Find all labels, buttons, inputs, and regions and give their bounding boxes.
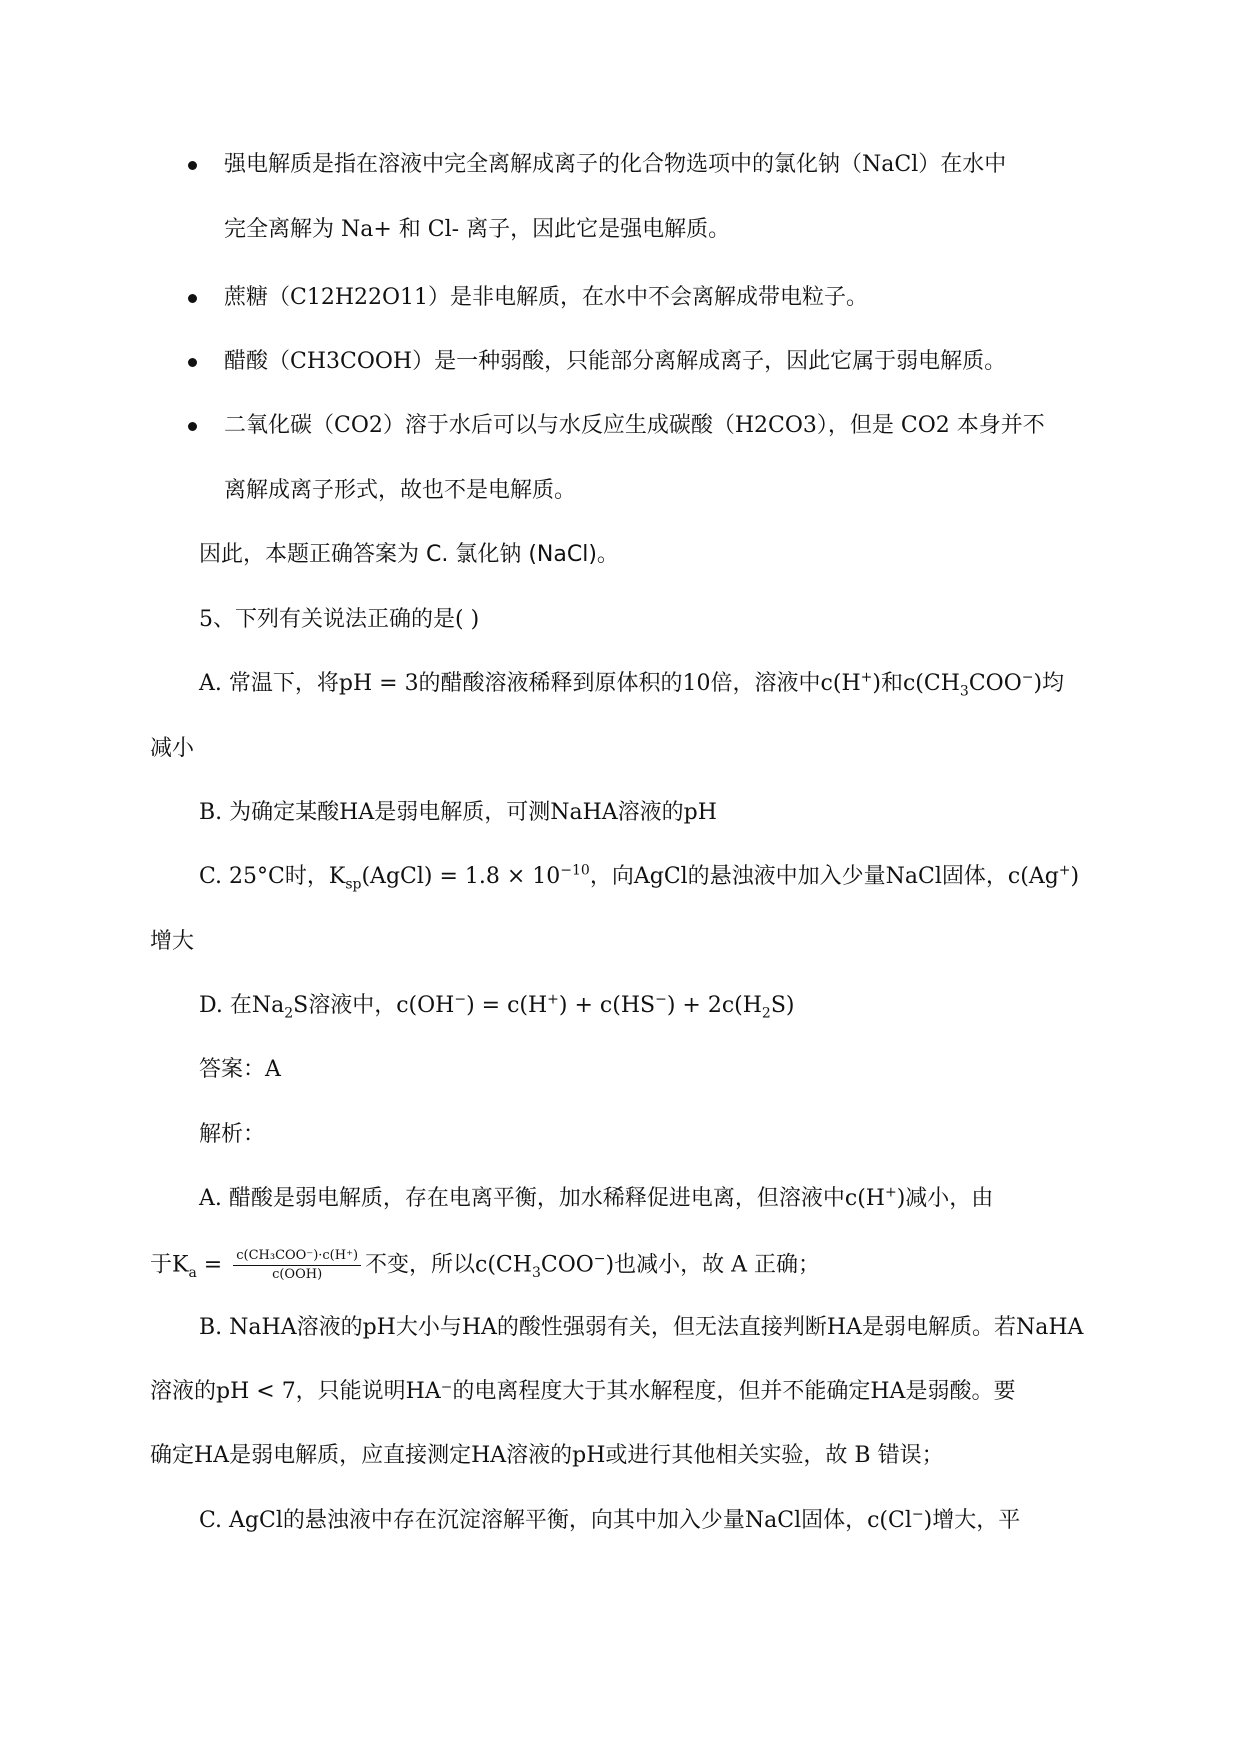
option-a-text: COO (968, 671, 1022, 696)
option-a-text: )和c(CH (872, 671, 960, 696)
analysis-c-text: )增大，平 (923, 1508, 1021, 1533)
superscript: + (1058, 862, 1071, 879)
subscript: 2 (284, 1005, 294, 1022)
analysis-a-text: COO (540, 1252, 594, 1278)
option-d-text: ) + c(HS (558, 993, 656, 1018)
superscript: − (655, 991, 667, 1008)
option-b: B. 为确定某酸HA是弱电解质，可测NaHA溶液的pH (199, 800, 717, 825)
conclusion: 因此，本题正确答案为 C. 氯化钠 (NaCl)。 (199, 542, 619, 567)
bullet-1-line-2: 完全离解为 Na+ 和 Cl- 离子，因此它是强电解质。 (224, 217, 731, 242)
answer: 答案：A (199, 1057, 281, 1082)
option-d-text: S溶液中，c(OH (293, 993, 455, 1018)
option-d-text: ) = c(H (466, 993, 548, 1018)
analysis-a-line-2 (150, 1248, 820, 1283)
superscript: −10 (560, 862, 590, 879)
superscript: − (454, 991, 467, 1008)
bullet-2-line-1: 蔗糖（C12H22O11）是非电解质，在水中不会离解成带电粒子。 (224, 285, 869, 310)
option-c-text: ) (1070, 864, 1080, 889)
bullet-dot (188, 358, 197, 367)
option-c-line-1 (199, 862, 1079, 892)
analysis-a-text: 于K (150, 1252, 189, 1278)
subscript: a (188, 1264, 197, 1281)
analysis-b-line-2: 溶液的pH < 7，只能说明HA⁻的电离程度大于其水解程度，但并不能确定HA是弱酸。要 (150, 1379, 1016, 1404)
option-c-text: ，向AgCl的悬浊液中加入少量NaCl固体，c(Ag (589, 864, 1059, 889)
bullet-1-line-1: 强电解质是指在溶液中完全离解成离子的化合物选项中的氯化钠（NaCl）在水中 (224, 152, 1007, 177)
superscript: − (1021, 669, 1034, 686)
analysis-a-text: = (196, 1252, 230, 1278)
superscript: + (860, 669, 873, 686)
option-a-line-2: 减小 (150, 736, 195, 761)
fraction-numerator: c(CH₃COO⁻)·c(H⁺) (233, 1248, 361, 1266)
bullet-dot (188, 161, 197, 170)
option-a-text: )均 (1033, 671, 1065, 696)
option-c-text: (AgCl) = 1.8 × 10 (361, 864, 561, 889)
bullet-dot (188, 294, 197, 303)
fraction-denominator: c(OOH) (272, 1267, 323, 1282)
analysis-label: 解析： (199, 1122, 266, 1147)
option-d-text: S) (770, 993, 795, 1018)
option-c-text: C. 25°C时，K (199, 864, 346, 889)
bullet-4-line-1: 二氧化碳（CO2）溶于水后可以与水反应生成碳酸（H2CO3），但是 CO2 本身并不 (224, 413, 1045, 438)
bullet-3-line-1: 醋酸（CH3COOH）是一种弱酸，只能部分离解成离子，因此它属于弱电解质。 (224, 349, 1007, 374)
option-d-text: D. 在Na (199, 993, 285, 1018)
superscript: + (547, 991, 559, 1008)
option-a-line-1 (199, 669, 1064, 699)
option-a-text: A. 常温下，将pH = 3的醋酸溶液稀释到原体积的10倍，溶液中c(H (199, 671, 861, 696)
superscript: + (884, 1184, 897, 1201)
subscript: 3 (531, 1264, 541, 1281)
analysis-c-line-1 (199, 1506, 1020, 1536)
option-c-line-2: 增大 (150, 929, 195, 954)
analysis-a-text: )也减小，故 A 正确； (605, 1252, 820, 1278)
question-stem: 5、下列有关说法正确的是( ) (199, 607, 480, 632)
analysis-b-line-3: 确定HA是弱电解质，应直接测定HA溶液的pH或进行其他相关实验，故 B 错误； (150, 1443, 944, 1468)
subscript: 2 (761, 1005, 771, 1022)
subscript: 3 (959, 683, 969, 700)
option-d (199, 991, 794, 1021)
option-d-text: ) + 2c(H (666, 993, 762, 1018)
ka-fraction (233, 1248, 361, 1283)
analysis-b-line-1: B. NaHA溶液的pH大小与HA的酸性强弱有关，但无法直接判断HA是弱电解质。若NaHA (199, 1315, 1084, 1340)
analysis-c-text: C. AgCl的悬浊液中存在沉淀溶解平衡，向其中加入少量NaCl固体，c(Cl (199, 1508, 912, 1533)
bullet-4-line-2: 离解成离子形式，故也不是电解质。 (224, 478, 577, 503)
analysis-a-text: A. 醋酸是弱电解质，存在电离平衡，加水稀释促进电离，但溶液中c(H (199, 1186, 885, 1211)
superscript: − (593, 1251, 606, 1268)
bullet-dot (188, 422, 197, 431)
superscript: − (911, 1506, 924, 1523)
subscript: sp (345, 876, 362, 893)
analysis-a-text: )减小，由 (896, 1186, 994, 1211)
analysis-a-text: 不变，所以c(CH (365, 1252, 532, 1278)
analysis-a-line-1 (199, 1184, 993, 1214)
